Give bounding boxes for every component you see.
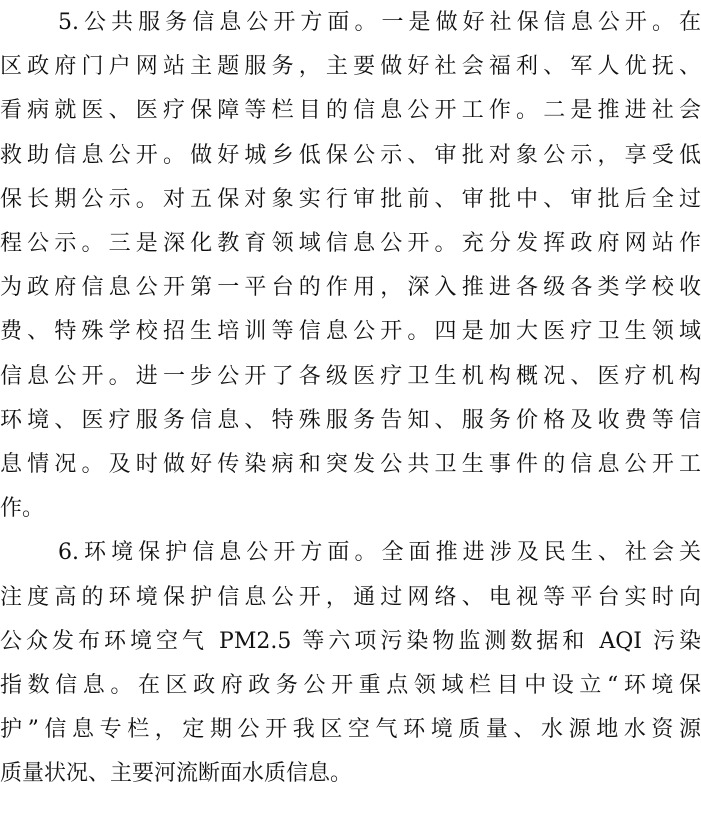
paragraph-5-line-6: 程公示。三是深化教育领域信息公开。充分发挥政府网站作	[0, 231, 701, 256]
paragraph-5-line-11: 息情况。及时做好传染病和突发公共卫生事件的信息公开工	[0, 452, 701, 477]
paragraph-5-line-7: 为政府信息公开第一平台的作用，深入推进各级各类学校收	[0, 275, 701, 301]
paragraph-5-line-3: 看病就医、医疗保障等栏目的信息公开工作。二是推进社会	[0, 98, 701, 124]
paragraph-5-line-1: 5.公共服务信息公开方面。一是做好社保信息公开。在	[58, 10, 701, 35]
paragraph-6-line-6: 质量状况、主要河流断面水质信息。	[0, 761, 353, 787]
paragraph-5-line-9: 信息公开。进一步公开了各级医疗卫生机构概况、医疗机构	[0, 363, 701, 389]
paragraph-6-line-3: 公众发布环境空气 PM2.5 等六项污染物监测数据和 AQI 污染	[0, 628, 701, 654]
paragraph-5-line-12: 作。	[0, 496, 45, 522]
paragraph-5-line-2: 区政府门户网站主题服务，主要做好社会福利、军人优抚、	[0, 54, 701, 80]
paragraph-5-line-10: 环境、医疗服务信息、特殊服务告知、服务价格及收费等信	[0, 407, 701, 433]
paragraph-5-line-4: 救助信息公开。做好城乡低保公示、审批对象公示，享受低	[0, 142, 701, 168]
paragraph-6-line-4: 指数信息。在区政府政务公开重点领域栏目中设立“环境保	[0, 673, 701, 698]
paragraph-6-line-2: 注度高的环境保护信息公开，通过网络、电视等平台实时向	[0, 584, 701, 610]
paragraph-6-line-5: 护”信息专栏，定期公开我区空气环境质量、水源地水资源	[0, 717, 701, 743]
paragraph-5-line-5: 保长期公示。对五保对象实行审批前、审批中、审批后全过	[0, 186, 701, 212]
paragraph-5-line-8: 费、特殊学校招生培训等信息公开。四是加大医疗卫生领域	[0, 319, 701, 345]
paragraph-6-line-1: 6.环境保护信息公开方面。全面推进涉及民生、社会关	[58, 540, 701, 566]
